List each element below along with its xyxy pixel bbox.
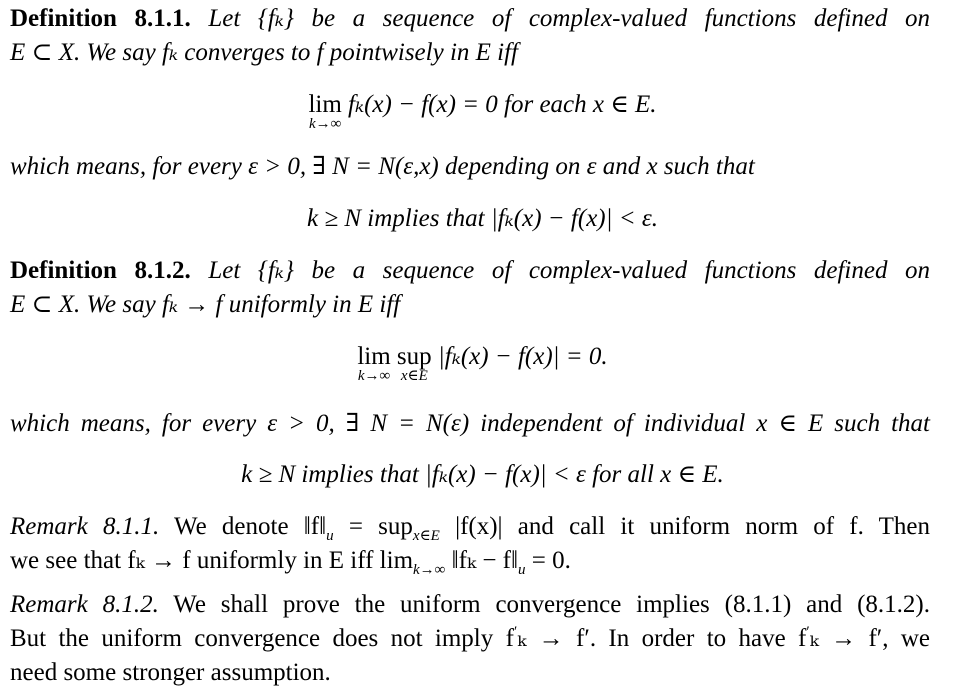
def2-equation	[0, 342, 965, 384]
rem1-line1: Remark 8.1.1. We denote $‖f‖_u = sup_{x\in E}$ |f(x)| and call it uniform norm of f. Then	[10, 513, 930, 544]
rem1-line2: we see that fₖ → f uniformly in E iff $\lim_{k\to\infty}$ ‖fₖ − $f‖_u = 0$.	[10, 547, 571, 578]
def1-label: Definition 8.1.1.	[10, 5, 191, 32]
def2-line2: E ⊂ X. We say fₖ → f uniformly in E iff	[10, 291, 401, 318]
def1-eq-rest: fₖ(x) − f(x) = 0 for each x ∈ E.	[348, 91, 657, 118]
def2-lim-sub: k→∞	[357, 368, 391, 384]
rem2-line3: need some stronger assumption.	[10, 659, 331, 686]
def1-equation	[0, 90, 965, 132]
rem2-line1: Remark 8.1.2. We shall prove the uniform convergence implies (8.1.1) and (8.1.2).	[10, 591, 930, 618]
def2-lim: lim k→∞	[357, 343, 391, 384]
def2-eq-rest: |fₖ(x) − f(x)| = 0.	[437, 343, 608, 370]
def2-text-1: Let {fₖ} be a sequence of complex-valued functions defined on	[208, 257, 930, 284]
def1-text-1: Let {fₖ} be a sequence of complex-valued functions defined on	[208, 5, 930, 32]
def1-line1	[10, 4, 930, 34]
def1-lim-sub: k→∞	[308, 116, 342, 132]
def2-sup-sub: x∈E	[400, 368, 428, 384]
rem2-line2: But the uniform convergence does not imply f′ₖ → f′. In order to have f′ₖ → f′, we	[10, 624, 930, 652]
def1-lim: lim k→∞	[308, 91, 342, 132]
rem1-label: Remark 8.1.1.	[10, 513, 160, 540]
def2-label: Definition 8.1.2.	[10, 257, 191, 284]
def1-line2: E ⊂ X. We say fₖ converges to f pointwisely in E iff	[10, 39, 518, 66]
def2-line3: which means, for every ε > 0, ∃ N = N(ε) independent of individual x ∈ E such that	[10, 410, 930, 437]
rem2-label: Remark 8.1.2.	[10, 591, 159, 618]
def1-line3: which means, for every ε > 0, ∃ N = N(ε,x) depending on ε and x such that	[10, 153, 755, 180]
def2-line1	[10, 256, 930, 286]
def2-equation2: k ≥ N implies that |fₖ(x) − f(x)| < ε for all x ∈ E.	[241, 461, 724, 488]
def2-sup: sup x∈E	[396, 343, 432, 384]
def1-equation2: k ≥ N implies that |fₖ(x) − f(x)| < ε.	[307, 205, 658, 232]
